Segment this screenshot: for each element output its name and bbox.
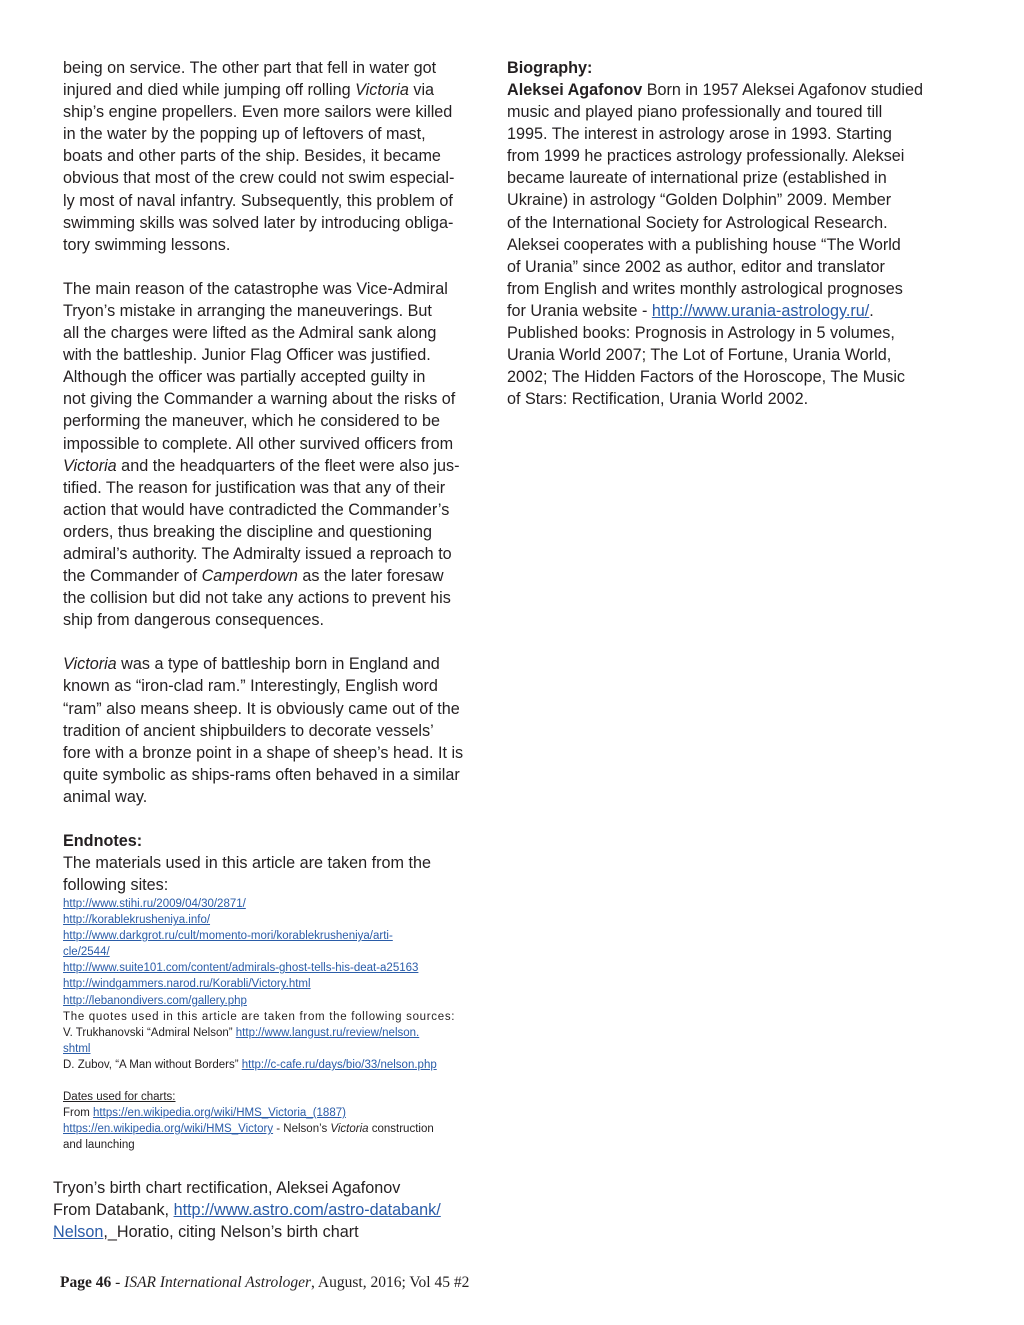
paragraph-2-line: Although the officer was partially accepted guilty in [63,368,426,387]
paragraph-1-line: obvious that most of the crew could not swim especial- [63,169,455,188]
biography-line: music and played piano professionally and toured till [507,103,883,122]
credit-line-3: Nelson,_Horatio, citing Nelson’s birth chart [53,1223,359,1241]
biography-line: 2002; The Hidden Factors of the Horoscope, The Music [507,368,906,387]
databank-link[interactable]: http://www.astro.com/astro-databank/ [173,1201,441,1219]
publication-title: ISAR International Astrologer [124,1274,312,1291]
biography-line: Published books: Prognosis in Astrology in 5 volumes, [507,324,895,343]
dates-link-1[interactable]: https://en.wikipedia.org/wiki/HMS_Victoria_(1887) [93,1107,346,1120]
biography-line: from 1999 he practices astrology professionally. Aleksei [507,147,905,166]
biography-line: from English and writes monthly astrological prognoses [507,279,903,298]
paragraph-3-line: tradition of ancient shipbuilders to decorate vessels’ [63,721,434,740]
dates-heading: Dates used for charts: [63,1091,176,1104]
paragraph-2-line: performing the maneuver, which he considered to be [63,412,441,431]
ship-name: Victoria [63,655,117,674]
paragraph-1-line: being on service. The other part that fell in water got [63,59,437,77]
source-link[interactable]: http://windgammers.narod.ru/Korabli/Victory.html [63,978,311,991]
ship-name: Victoria [355,81,409,100]
urania-website-link[interactable]: http://www.urania-astrology.ru/ [651,301,870,320]
article-paragraph-1 [63,57,488,256]
paragraph-3-line: animal way. [63,787,148,806]
source-link[interactable]: http://www.suite101.com/content/admirals-ghost-tells-his-deat-a25163 [63,962,419,975]
paragraph-1-line: boats and other parts of the ship. Besides, it became [63,147,441,166]
paragraph-2-line: tified. The reason for justification was that any of their [63,478,446,497]
ship-name: Victoria [63,456,117,475]
paragraph-2-line: not giving the Commander a warning about the risks of [63,390,456,409]
paragraph-3-line: “ram” also means sheep. It is obviously came out of the [63,699,460,718]
endnotes-intro: The materials used in this article are taken from the following sites: [63,854,431,894]
paragraph-2-line: admiral’s authority. The Admiralty issued a reproach to [63,544,452,563]
biography-line: Ukraine) in astrology “Golden Dolphin” 2009. Member [507,191,892,210]
quote-link-1[interactable]: http://www.langust.ru/review/nelson. [235,1026,420,1039]
paragraph-1-line: ship’s engine propellers. Even more sailors were killed [63,103,453,122]
quotes-heading: The quotes used in this article are taken from the following sources: [63,1010,456,1023]
biography-line: 1995. The interest in astrology arose in 1993. Starting [507,125,892,144]
biography-line: Urania World 2007; The Lot of Fortune, Urania World, [507,346,892,365]
paragraph-2-line: all the charges were lifted as the Admiral sank along [63,324,437,343]
paragraph-2-line: Victoria and the headquarters of the fleet were also jus- [63,456,460,475]
paragraph-3-line: Victoria was a type of battleship born in England and [63,655,440,674]
paragraph-2-line: The main reason of the catastrophe was Vice-Admiral [63,279,448,298]
paragraph-2-line: action that would have contradicted the Commander’s [63,500,450,519]
credit-line-2: From Databank, http://www.astro.com/astro-databank/ [53,1201,441,1219]
paragraph-2-line: the Commander of Camperdown as the later foresaw [63,567,444,586]
paragraph-1-line: swimming skills was solved later by introducing obliga- [63,213,454,232]
endnotes-heading: Endnotes: [63,832,143,850]
chart-credits [53,1177,513,1243]
biography-line: of Stars: Rectification, Urania World 2002. [507,390,809,409]
author-name: Aleksei Agafonov [507,81,643,99]
source-link[interactable]: http://www.darkgrot.ru/cult/momento-mori/korablekrusheniya/arti- [63,930,393,943]
quote-source-2: D. Zubov, “A Man without Borders” http://c-cafe.ru/days/bio/33/nelson.php [63,1058,437,1071]
article-paragraph-2 [63,278,488,632]
paragraph-1-line: in the water by the popping up of leftovers of mast, [63,125,426,144]
paragraph-2-line: Tryon’s mistake in arranging the maneuverings. But [63,301,432,320]
paragraph-3-line: known as “iron-clad ram.” Interestingly, English word [63,677,438,696]
paragraph-2-line: the collision but did not take any actions to prevent his [63,589,451,608]
biography-text: Aleksei Agafonov Born in 1957 Aleksei Agafonov studied music and played piano professionally and toured till 1995. The interest in astrology arose in 1993. Starting from 1999 he practices astrology professionally. Aleksei became laureate of international prize (established in Ukraine) in astrology “Golden Dolphin” 2009. Member of the International Society for Astrological Research. Aleksei cooperates with a publishing house “The World of Urania” since 2002 as author, editor and translator from English and writes monthly astrological prognoses for Urania website - http://www.urania-astrology.ru/. Published books: Prognosis in Astrology in 5 volumes, Urania World 2007; The Lot of Fortune, Urania World, 2002; The Hidden Factors of the Horoscope, The Music of Stars: Rectification, Urania World 2002. [507,79,937,410]
credit-line-1: Tryon’s birth chart rectification, Aleksei Agafonov [53,1179,401,1197]
ship-name: Camperdown [201,567,298,586]
article-paragraph-3 [63,653,488,808]
quote-link-2[interactable]: http://c-cafe.ru/days/bio/33/nelson.php [241,1058,437,1071]
source-link[interactable]: http://lebanondivers.com/gallery.php [63,994,247,1007]
left-column [63,57,488,1153]
paragraph-1-line: injured and died while jumping off rolling Victoria via [63,81,435,100]
page-number: Page 46 [60,1274,112,1291]
dates-link-2[interactable]: https://en.wikipedia.org/wiki/HMS_Victory [63,1123,274,1136]
source-link[interactable]: cle/2544/ [63,946,110,959]
source-link[interactable]: http://korablekrusheniya.info/ [63,914,211,927]
page-footer: Page 46 - ISAR International Astrologer, August, 2016; Vol 45 #2 [60,1274,470,1291]
biography-line: Aleksei cooperates with a publishing house “The World [507,235,901,254]
source-links [63,896,488,1009]
quotes-sources [63,1009,488,1073]
source-link[interactable]: http://www.stihi.ru/2009/04/30/2871/ [63,898,246,910]
paragraph-3-line: fore with a bronze point in a shape of sheep’s head. It is [63,743,464,762]
paragraph-2-line: with the battleship. Junior Flag Officer was justified. [63,346,431,365]
biography-line: became laureate of international prize (established in [507,169,887,188]
paragraph-2-line: ship from dangerous consequences. [63,611,324,630]
paragraph-3-line: quite symbolic as ships-rams often behaved in a similar [63,765,460,784]
databank-link-cont[interactable]: Nelson [53,1223,104,1241]
chart-dates: Dates used for charts: From https://en.wikipedia.org/wiki/HMS_Victoria_(1887) https://en.wikipedia.org/wiki/HMS_Victory - Nelson’s Victoria construction and launching [63,1089,488,1153]
right-column [507,57,937,432]
paragraph-2-line: impossible to complete. All other survived officers from [63,434,454,453]
paragraph-1-line: ly most of naval infantry. Subsequently, this problem of [63,191,453,210]
quote-source-1: V. Trukhanovski “Admiral Nelson” http://www.langust.ru/review/nelson. [63,1026,420,1039]
paragraph-2-line: orders, thus breaking the discipline and questioning [63,522,432,541]
biography-heading: Biography: [507,59,593,77]
biography-line: of Urania” since 2002 as author, editor and translator [507,257,885,276]
quote-link-1-cont[interactable]: shtml [63,1042,91,1055]
biography-line: of the International Society for Astrological Research. [507,213,888,232]
endnotes-section [63,830,488,1153]
paragraph-1-line: tory swimming lessons. [63,235,231,254]
